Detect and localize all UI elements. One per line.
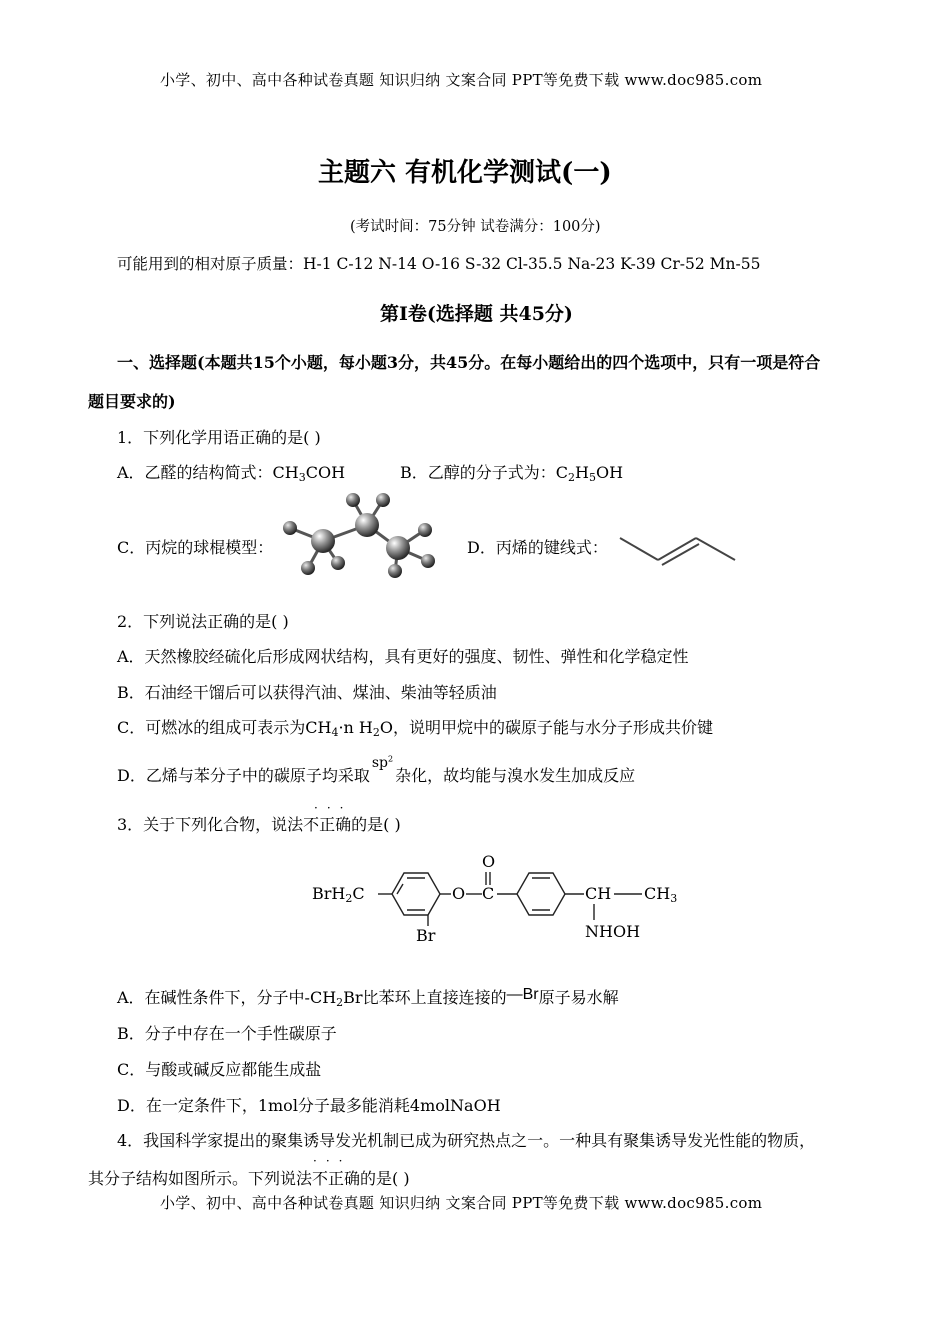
instruction-line2: 题目要求的) — [88, 392, 176, 411]
page-header: 小学、初中、高中各种试卷真题 知识归纳 文案合同 PPT等免费下载 www.doc985.com — [160, 71, 763, 89]
q4-line2: 其分子结构如图所示。下列说法不正确的是( ) — [88, 1169, 410, 1188]
instruction-line1: 一、选择题(本题共15个小题，每小题3分，共45分。在每小题给出的四个选项中，只有一项是符合 — [117, 353, 821, 372]
exam-info: (考试时间：75分钟 试卷满分：100分) — [350, 219, 601, 235]
q3-stem: 3．关于下列化合物，说法不正确的是( ) — [117, 815, 401, 834]
q4-emphasis-dots: ··· — [313, 1154, 352, 1168]
q3-option-c: C．与酸或碱反应都能生成盐 — [117, 1060, 322, 1079]
q3-emphasis-dots: ··· — [314, 801, 353, 815]
struct-ester-oxygen: O — [452, 884, 466, 903]
q3-option-b: B．分子中存在一个手性碳原子 — [117, 1024, 337, 1043]
q1-option-a: A．乙醛的结构简式：$CH_3COH$ — [117, 463, 346, 484]
struct-carbonyl-oxygen: O — [482, 852, 496, 871]
atomic-masses: 可能用到的相对原子质量：H-1 C-12 N-14 O-16 S-32 Cl-35.5 Na-23 K-39 Cr-52 Mn-55 — [117, 255, 761, 273]
q2-option-d: D．乙烯与苯分子中的碳原子均采取$sp^2$杂化，故均能与溴水发生加成反应 — [117, 754, 636, 785]
struct-carbonyl-carbon: C — [482, 884, 495, 903]
propane-ball-stick-model — [275, 488, 440, 583]
q2-option-a: A．天然橡胶经硫化后形成网状结构，具有更好的强度、韧性、弹性和化学稳定性 — [117, 647, 689, 666]
q4-line1: 4．我国科学家提出的聚集诱导发光机制已成为研究热点之一。一种具有聚集诱导发光性能的物质， — [117, 1131, 816, 1150]
q3-option-a: A．在碱性条件下，分子中$-CH_2Br$比苯环上直接连接的—Br原子易水解 — [117, 986, 619, 1009]
page-footer: 小学、初中、高中各种试卷真题 知识归纳 文案合同 PPT等免费下载 www.doc985.com — [160, 1194, 763, 1212]
q2-stem: 2．下列说法正确的是( ) — [117, 612, 289, 631]
struct-brh2c: BrH$_2$C — [312, 884, 365, 905]
q1-option-b: B．乙醇的分子式为：$C_2H_5OH$ — [400, 463, 624, 484]
q2-option-b: B．石油经干馏后可以获得汽油、煤油、柴油等轻质油 — [117, 683, 497, 702]
struct-ch: CH — [585, 884, 612, 903]
struct-ring-bromine: Br — [416, 926, 436, 945]
q1-stem: 1．下列化学用语正确的是( ) — [117, 428, 321, 447]
q2-option-c: C．可燃冰的组成可表示为$CH_4\cdot n$ $H_2O$，说明甲烷中的碳原子能与水分子形成共价键 — [117, 718, 714, 739]
section-title: 第Ⅰ卷(选择题 共45分) — [380, 303, 573, 325]
q3-structure — [312, 850, 692, 950]
struct-ch3: $CH_3$ — [644, 884, 678, 905]
struct-nhoh: NHOH — [585, 922, 641, 941]
q3-option-d: D．在一定条件下，1mol分子最多能消耗4molNaOH — [117, 1096, 501, 1115]
page-title: 主题六 有机化学测试(一) — [318, 158, 612, 188]
q1-option-d: D．丙烯的键线式： — [467, 538, 608, 557]
q1-option-c: C．丙烷的球棍模型： — [117, 538, 274, 557]
propene-skeletal-formula — [615, 530, 740, 568]
